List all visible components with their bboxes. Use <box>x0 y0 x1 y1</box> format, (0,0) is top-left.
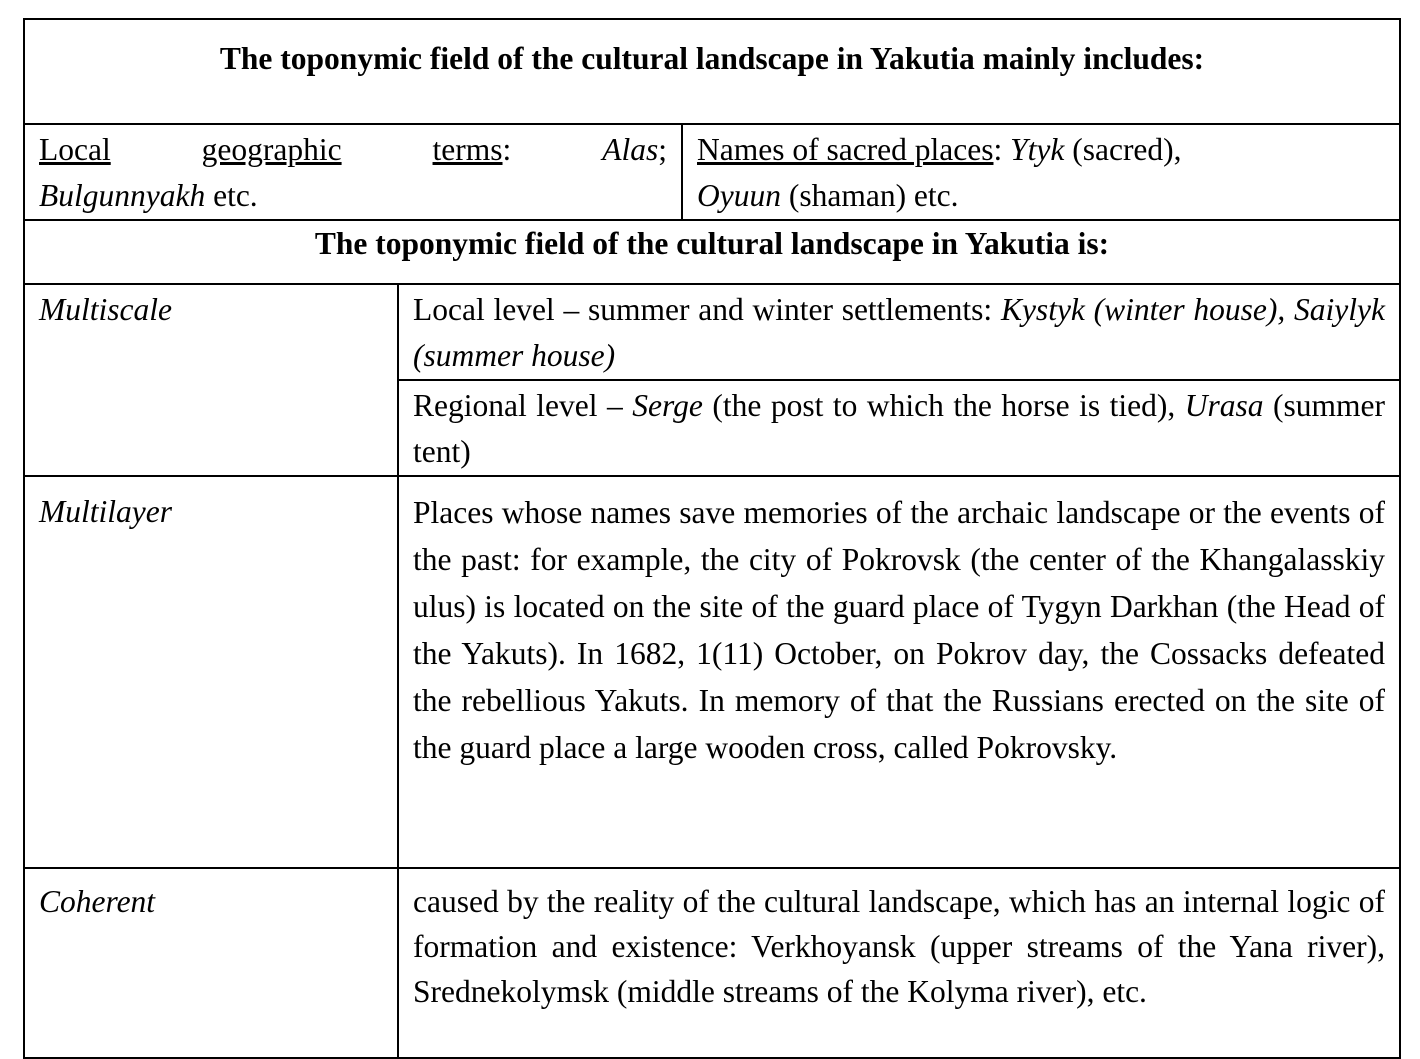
table-row-multiscale-local <box>24 284 1400 380</box>
sacred-term-oyuun: Oyuun <box>697 178 781 213</box>
table-row-title-second <box>24 220 1400 284</box>
multilayer-text-cell <box>398 476 1400 868</box>
local-terms-alas: Alas; <box>602 132 667 167</box>
local-terms-word2: geographic <box>201 132 342 167</box>
local-terms-word1: Local <box>39 132 111 167</box>
sacred-places-cell: Names of sacred places: Ytyk (sacred), Oyuun (shaman) etc. <box>682 124 1400 220</box>
multiscale-local-terms: Kystyk (winter house), Saiylyk (summer house) <box>413 292 1385 373</box>
title-main-text: The toponymic field of the cultural landscape in Yakutia mainly includes: <box>219 41 1205 76</box>
local-terms-line1 <box>39 127 667 173</box>
local-terms-line2: Bulgunnyakh etc. <box>39 178 258 213</box>
local-terms-cell <box>24 124 682 220</box>
document-page <box>23 18 1399 1059</box>
multiscale-regional-cell: Regional level – Serge (the post to which the horse is tied), Urasa (summer tent) <box>398 380 1400 476</box>
coherent-label: Coherent <box>39 884 156 919</box>
multilayer-text: Places whose names save memories of the archaic landscape or the events of the past: for example, the city of Pokrovsk (the center of the Khangalasskiy ulus) is located on the site of the guard place of Tygyn Darkhan (the Head of the Yakuts). In 1682, 1(11) October, on Pokrov day, the Cossacks defeated the rebellious Yakuts. In memory of that the Russians erected on the site of the guard place a large wooden cross, called Pokrovsky. <box>413 495 1385 765</box>
sacred-places-label: Names of sacred places <box>697 132 994 167</box>
coherent-text-cell <box>398 868 1400 1058</box>
multiscale-label: Multiscale <box>39 292 172 327</box>
title-second-text: The toponymic field of the cultural landscape in Yakutia is: <box>314 226 1110 261</box>
sacred-term-ytyk: Ytyk <box>1010 132 1065 167</box>
multiscale-regional-prefix: Regional level – <box>413 388 633 423</box>
toponymic-field-table <box>23 18 1401 1059</box>
multiscale-local-cell <box>398 284 1400 380</box>
multiscale-term-urasa: Urasa <box>1184 388 1264 423</box>
multilayer-label-cell <box>24 476 398 868</box>
title-second-cell <box>24 220 1400 284</box>
table-row-title-main <box>24 19 1400 124</box>
local-terms-word3: terms: <box>432 132 512 167</box>
coherent-text: caused by the reality of the cultural landscape, which has an internal logic of formation and existence: Verkhoyansk (upper streams of the Yana river), Srednekolymsk (middle streams of the Kolyma river), etc. <box>413 884 1385 1009</box>
table-row-multilayer <box>24 476 1400 868</box>
multiscale-label-cell <box>24 284 398 476</box>
table-row-coherent <box>24 868 1400 1058</box>
coherent-label-cell <box>24 868 398 1058</box>
multilayer-label: Multilayer <box>39 494 172 529</box>
multiscale-term-serge: Serge <box>632 388 703 423</box>
multiscale-local-prefix: Local level – summer and winter settlements: <box>413 292 1001 327</box>
title-main-cell <box>24 19 1400 124</box>
table-row-terms <box>24 124 1400 220</box>
